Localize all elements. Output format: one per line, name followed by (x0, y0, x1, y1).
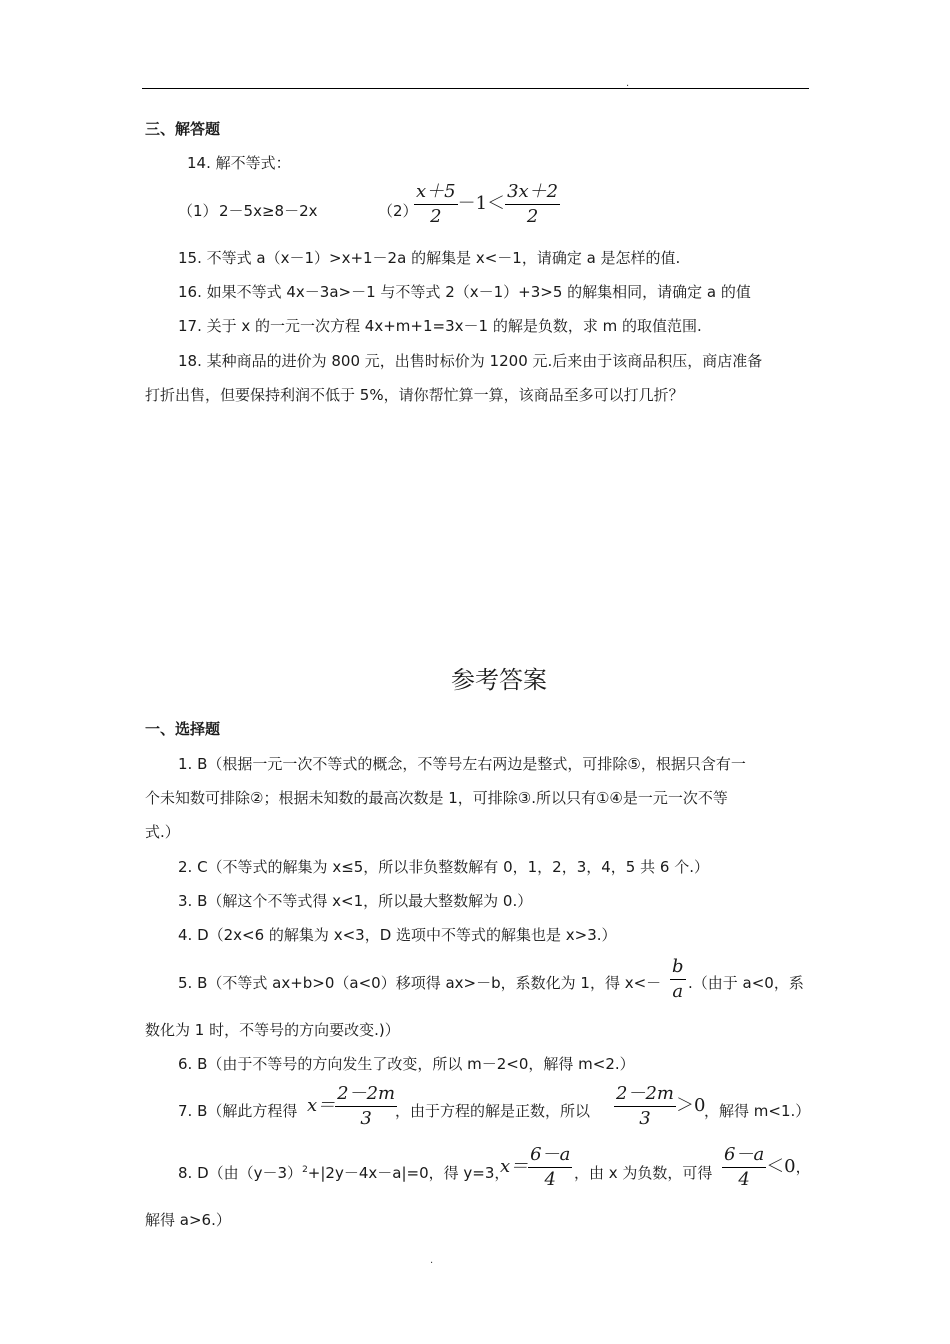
answer-7-inequality (614, 1085, 705, 1128)
x-equals: x＝ (500, 1156, 529, 1177)
answer-7-equation (307, 1085, 397, 1128)
question-14-part2-label: （2） (378, 202, 418, 220)
answers-title: 参考答案 (451, 666, 547, 694)
answer-8-equation (500, 1146, 572, 1189)
answer-8-inequality: $\frac{6-a}{4}$ ＜0， (724, 1144, 811, 1190)
header-rule (142, 88, 809, 89)
footer-dot: . (430, 1255, 434, 1266)
question-16: 16. 如果不等式 4x－3a>－1 与不等式 2（x－1）+3>5 的解集相同，请确定 a 的值 (178, 283, 751, 301)
header-dot: . (626, 78, 630, 89)
answer-8-text-before: 8. D（由$(y-3)^2+|2y-4x-a|=0$，得 y=3， (178, 1164, 510, 1182)
section-1-heading: 一、选择题 (145, 720, 221, 738)
question-14-part1-label: （1） (178, 202, 218, 220)
fraction-6-minus-a-over-4: $\frac{6-a}{4}$ (724, 1144, 765, 1190)
question-14-label: 14. 解不等式： (187, 154, 291, 172)
superscript-2: 2 (302, 1165, 308, 1175)
question-14-part2-inequality (414, 183, 560, 226)
fraction-3x-plus-2-over-2: $\frac{3x+2}{2}$ (507, 181, 559, 227)
fraction-b-over-a: $\frac{b}{a}$ (672, 956, 684, 1002)
answer-4: 4. D（2x<6 的解集为 x<3，D 选项中不等式的解集也是 x>3.） (178, 926, 617, 944)
greater-than-zero: ＞0 (675, 1095, 706, 1116)
answer-7-text-before: 7. B（解此方程得 (178, 1102, 298, 1120)
less-than-zero: ＜0 (766, 1156, 796, 1177)
question-18-line-1: 18. 某种商品的进价为 800 元，出售时标价为 1200 元.后来由于该商品积压，商店准备 (178, 352, 763, 370)
answer-3: 3. B（解这个不等式得 x<1，所以最大整数解为 0.） (178, 892, 533, 910)
answer-8-text-middle: ，由 x 为负数，可得 (574, 1164, 713, 1182)
answer-1-line-3: 式.） (145, 823, 180, 841)
fraction-x-plus-5-over-2: $\frac{x+5}{2}$ (416, 181, 456, 227)
minus-one-less-than: －1＜ (457, 193, 506, 214)
answer-7-text-middle: ，由于方程的解是正数，所以 (395, 1102, 591, 1120)
answer-5-text-before: 5. B（不等式 ax+b>0（a<0）移项得 ax>－b，系数化为 1，得 x<－ (178, 974, 662, 992)
question-18-line-2: 打折出售，但要保持利润不低于 5%，请你帮忙算一算，该商品至多可以打几折？ (145, 386, 684, 404)
question-17: 17. 关于 x 的一元一次方程 4x+m+1=3x－1 的解是负数，求 m 的取值范围. (178, 317, 702, 335)
section-3-heading: 三、解答题 (145, 120, 221, 138)
answer-5-text-after: .（由于 a<0，系 (688, 974, 804, 992)
answer-6: 6. B（由于不等号的方向发生了改变，所以 m－2<0，解得 m<2.） (178, 1055, 635, 1073)
answer-1-line-2: 个未知数可排除②；根据未知数的最高次数是 1，可排除③.所以只有①④是一元一次不等 (145, 789, 728, 807)
fraction-2-minus-2m-over-3: $\frac{2-2m}{3}$ (337, 1083, 396, 1129)
answer-1-line-1: 1. B（根据一元一次不等式的概念，不等号左右两边是整式，可排除⑤，根据只含有一 (178, 755, 746, 773)
question-15: 15. 不等式 a（x－1）>x+1－2a 的解集是 x<－1，请确定 a 是怎样的值. (178, 249, 681, 267)
answer-2: 2. C（不等式的解集为 x≤5，所以非负整数解有 0，1，2，3，4，5 共 6 个.） (178, 858, 709, 876)
answer-5-line-2: 数化为 1 时，不等号的方向要改变.)） (145, 1021, 400, 1039)
answer-8-line-2: 解得 a>6.） (145, 1211, 231, 1229)
answer-7-text-after: ，解得 m<1.） (704, 1102, 811, 1120)
fraction-6-minus-a-over-4: $\frac{6-a}{4}$ (530, 1144, 571, 1190)
question-14-part1: 2－5x≥8－2x (219, 202, 318, 220)
x-equals: x＝ (307, 1095, 336, 1116)
answer-5-fraction (670, 958, 686, 1001)
fraction-2-minus-2m-over-3: $\frac{2-2m}{3}$ (616, 1083, 674, 1129)
